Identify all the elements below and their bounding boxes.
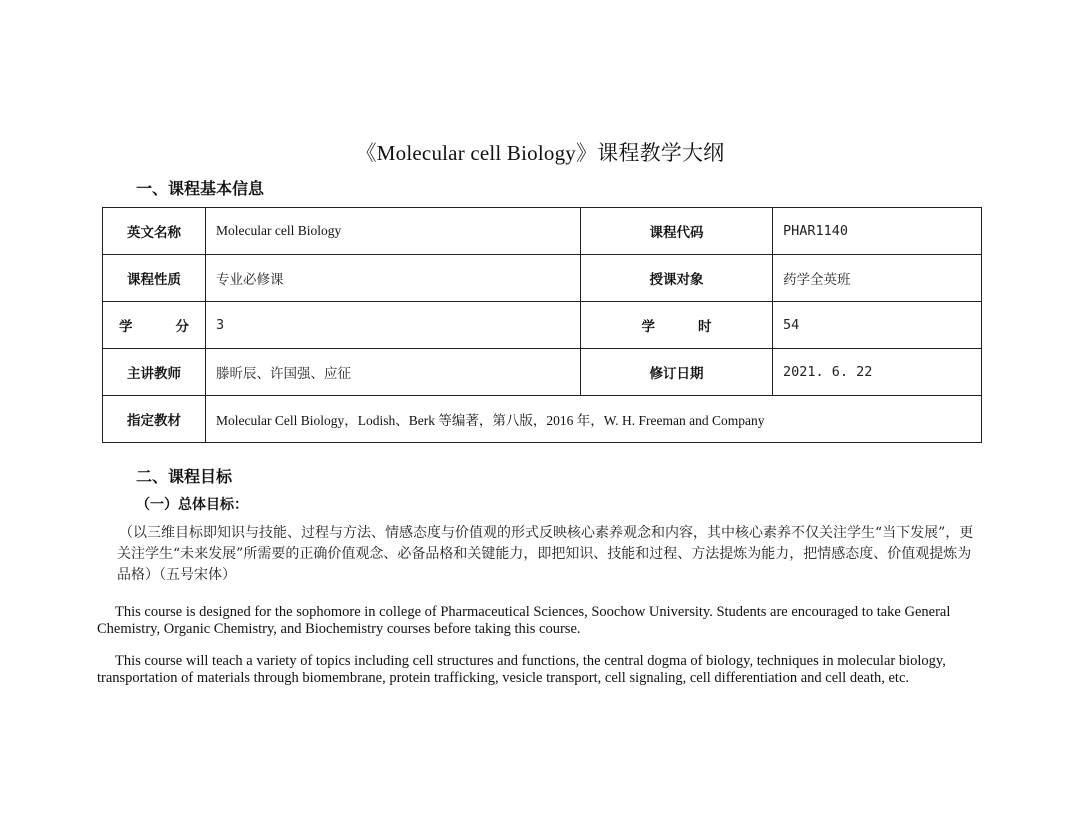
- course-nature-label: 课程性质: [103, 255, 206, 302]
- revision-date-value: 2021. 6. 22: [773, 349, 982, 396]
- lecturers-value: 滕昕辰、许国强、应征: [206, 349, 581, 396]
- credit-label: [103, 302, 206, 349]
- objectives-english-paragraph-1: This course is designed for the sophomore in college of Pharmaceutical Sciences, Soochow University. Students are encouraged to take General Chemistry, Organic Chemistry, and Biochemistry courses before taking this course.: [97, 604, 951, 637]
- hours-label-spaced: [642, 315, 712, 335]
- credit-value: 3: [206, 302, 581, 349]
- document-title: 《Molecular cell Biology》课程教学大纲: [355, 141, 725, 165]
- table-row: [103, 396, 982, 443]
- objectives-english-paragraph-2: This course will teach a variety of topics including cell structures and functions, the central dogma of biology, techniques in molecular biology, transportation of materials through biomembrane, protein trafficking, vesicle transport, cell signaling, cell differentiation and cell death, etc.: [97, 653, 946, 686]
- table-row: [103, 349, 982, 396]
- course-info-table: [102, 207, 982, 443]
- table-row: [103, 208, 982, 255]
- english-name-label: 英文名称: [103, 208, 206, 255]
- english-name-value: Molecular cell Biology: [206, 208, 581, 255]
- table-row: [103, 302, 982, 349]
- hours-value: 54: [773, 302, 982, 349]
- course-code-value: PHAR1140: [773, 208, 982, 255]
- credit-label-char-2: 分: [175, 319, 190, 335]
- section-heading-objectives: 二、课程目标: [136, 467, 233, 486]
- lecturers-label: 主讲教师: [103, 349, 206, 396]
- table-row: [103, 255, 982, 302]
- hours-label-char-1: 学: [641, 319, 675, 335]
- hours-label: [581, 302, 773, 349]
- objectives-chinese-paragraph: （以三维目标即知识与技能、过程与方法、情感态度与价值观的形式反映核心素养观念和内容，其中核心素养不仅关注学生“当下发展”，更关注学生“未来发展”所需要的正确价值观念、必备品格和关键能力，即把知识、技能和过程、方法提炼为能力，把情感态度、价值观提炼为品格）（五号宋体）: [117, 525, 974, 583]
- credit-label-spaced: [119, 315, 189, 335]
- hours-label-char-2: 时: [698, 319, 712, 335]
- course-code-label: 课程代码: [581, 208, 773, 255]
- textbook-value: Molecular Cell Biology，Lodish、Berk 等编著，第八版，2016 年，W. H. Freeman and Company: [206, 396, 982, 443]
- audience-label: 授课对象: [581, 255, 773, 302]
- subsection-heading-overall-goals: （一）总体目标：: [136, 497, 248, 513]
- audience-value: 药学全英班: [773, 255, 982, 302]
- course-nature-value: 专业必修课: [206, 255, 581, 302]
- revision-date-label: 修订日期: [581, 349, 773, 396]
- textbook-label: 指定教材: [103, 396, 206, 443]
- section-heading-basic-info: 一、课程基本信息: [136, 179, 265, 198]
- credit-label-char-1: 学: [119, 319, 152, 335]
